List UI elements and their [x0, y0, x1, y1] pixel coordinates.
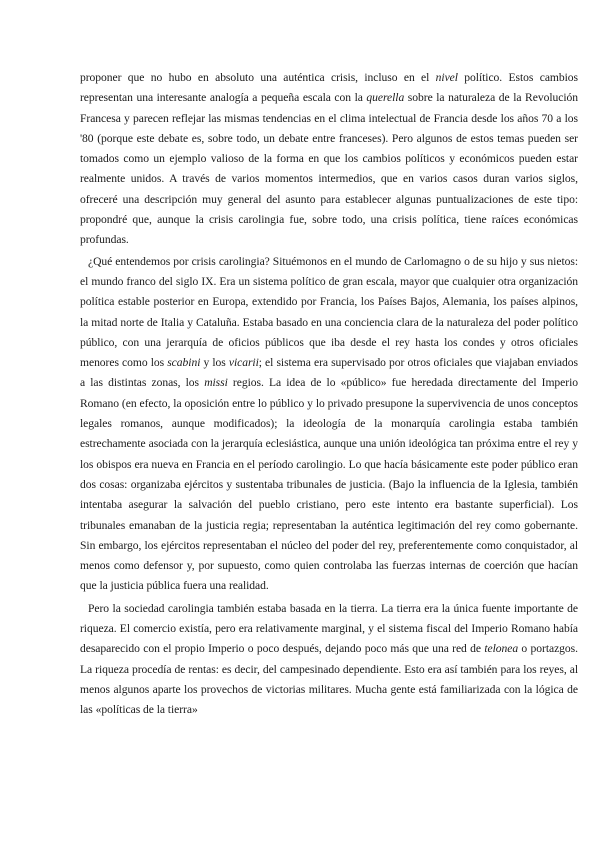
- text-run: Pero la sociedad carolingia también estaba basada en la tierra. La tierra era la única fuente importante de riqueza. El comercio existía, pero era relativamente marginal, y el sistema fiscal del Imperio Romano había desaparecido con el propio Imperio o poco después, dejando poco más que una red de: [80, 601, 578, 656]
- italic-term: vicarii: [228, 356, 259, 370]
- text-run: sobre la naturaleza de la Revolución Francesa y parecen reflejar las mismas tendencias en el clima intelectual de Francia desde los años 70 a los '80 (porque este debate es, sobre todo, un debate entre franceses). Pero algunos de estos temas pueden ser tomados como un ejemplo valioso de la forma en que los cambios políticos y económicos pueden estar realmente unidos. A través de varios momentos intermedios, que en varios casos duran varios siglos, ofreceré una descripción muy general del asunto para establecer algunas puntualizaciones de este tipo: propondré que, aunque la crisis carolingia fue, sobre todo, una crisis política, tiene raíces económicas profundas.: [80, 91, 578, 247]
- paragraph-1: [80, 68, 578, 251]
- text-run: político. Estos cambios representan una interesante analogía a pequeña escala con la: [80, 71, 579, 105]
- text-run: ; el sistema era supervisado por otros oficiales que viajaban enviados a las distintas zonas, los: [80, 356, 578, 390]
- italic-term: missi: [204, 376, 228, 390]
- italic-term: querella: [366, 91, 405, 105]
- italic-term: nivel: [435, 71, 458, 84]
- text-run: ¿Qué entendemos por crisis carolingia? Situémonos en el mundo de Carlomagno o de su hijo y sus nietos: el mundo franco del siglo IX. Era un sistema político de gran escala, mayor que cualquier otra organización política estable posterior en Europa, extendido por Francia, los Países Bajos, Alemania, los países alpinos, la mitad norte de Italia y Cataluña. Estaba basado en una conciencia clara de la naturaleza del poder político público, con una jerarquía de oficios públicos que iba desde el rey hasta los condes y otros oficiales menores como los: [80, 254, 578, 370]
- paragraph-2: [80, 252, 578, 597]
- text-run: y los: [200, 356, 229, 370]
- paragraph-3: [80, 599, 578, 721]
- text-run: regios. La idea de lo «público» fue heredada directamente del Imperio Romano (en efecto, la oposición entre lo público y lo privado presupone la supervivencia de unos conceptos legales romanos, aunque modificados); la ideología de la monarquía carolingia estaba también estrechamente asociada con la jerarquía eclesiástica, aunque una unión ideológica tan próxima entre el rey y los obispos era nueva en Francia en el período carolingio. Lo que hacía básicamente este poder público eran dos cosas: organizaba ejércitos y sustentaba tribunales de justicia. (Bajo la influencia de la Iglesia, también intentaba asegurar la salvación del pueblo cristiano, pero este intento era bastante superficial). Los tribunales emanaban de la justicia regia; representaban la auténtica legitimación del rey como gobernante. Sin embargo, los ejércitos representaban el núcleo del poder del rey, preferentemente como conquistador, al menos como defensor y, por supuesto, como quien controlaba las fuerzas internas de coerción que hacían que la justicia pública fuera una realidad.: [80, 376, 579, 593]
- italic-term: scabini: [167, 356, 201, 370]
- text-run: proponer que no hubo en absoluto una auténtica crisis, incluso en el: [80, 71, 436, 84]
- italic-term: telonea: [484, 642, 519, 656]
- text-run: o portazgos. La riqueza procedía de rentas: es decir, del campesinado dependiente. Esto era así también para los reyes, al menos algunos aparte los provechos de victorias militares. Mucha gente está familiarizada con la lógica de las «políticas de la tierra»: [80, 642, 578, 717]
